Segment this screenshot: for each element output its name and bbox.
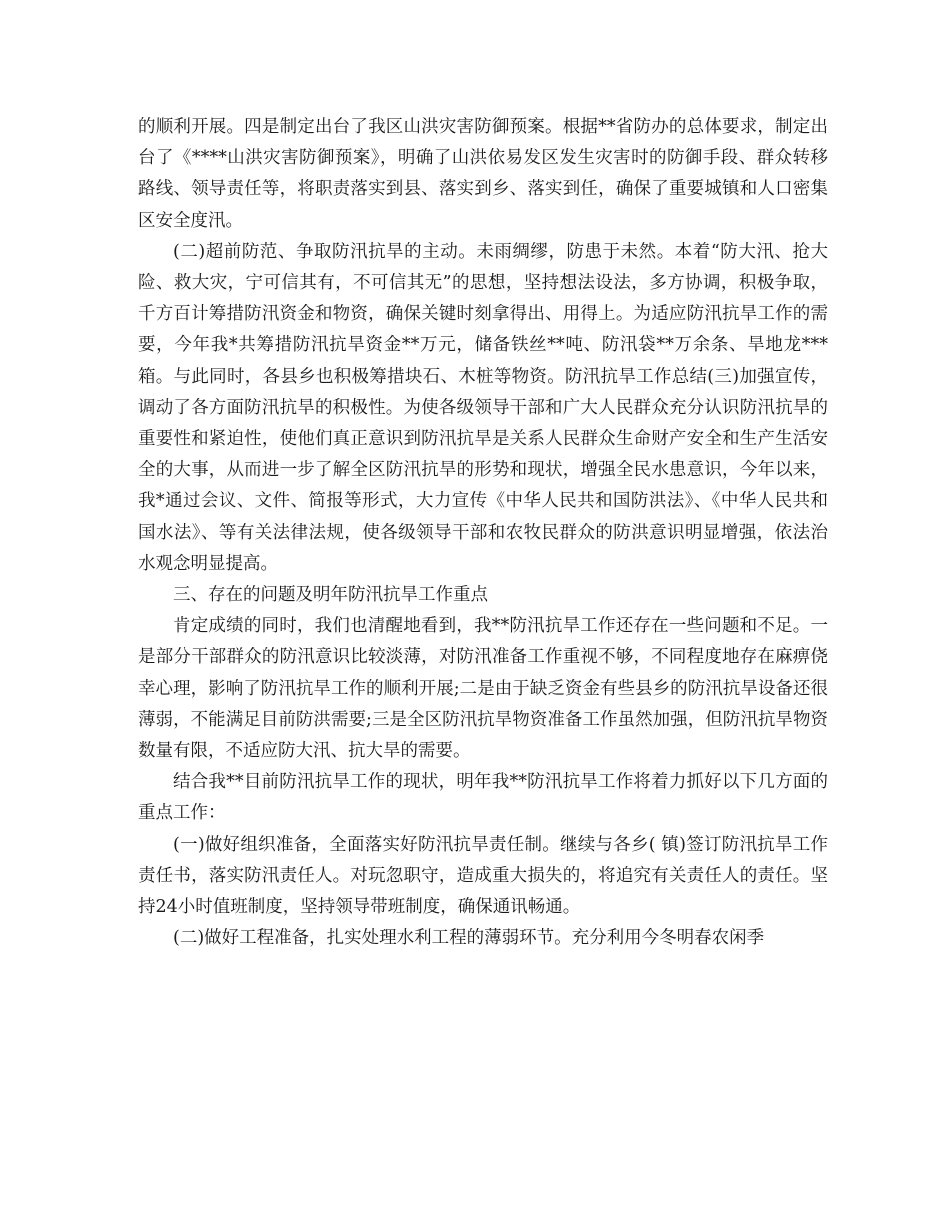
section-heading: 三、存在的问题及明年防汛抗旱工作重点 [173, 585, 488, 606]
paragraph-2: (二)超前防范、争取防汛抗旱的主动。未雨绸缪，防患于未然。本着“防大汛、抢大险、救大灾，宁可信其有，不可信其无”的思想，坚持想法设法，多方协调，积极争取，千方百计筹措防汛资金和物资，确保关键时刻拿得出、用得上。为适应防汛抗旱工作的需要，今年我*共筹措防汛抗旱资金**万元，储备铁丝**吨、防汛袋**万余条、旱地龙***箱。与此同时，各县乡也积极筹措块石、木桩等物资。防汛抗旱工作总结(三)加强宣传，调动了各方面防汛抗旱的积极性。为使各级领导干部和广大人民群众充分认识防汛抗旱的重要性和紧迫性，使他们真正意识到防汛抗旱是关系人民群众生命财产安全和生产生活安全的大事，从而进一步了解全区防汛抗旱的形势和现状，增强全民水患意识，今年以来，我*通过会议、文件、简报等形式，大力宣传《中华人民共和国防洪法》、《中华人民共和国水法》、等有关法律法规，使各级领导干部和农牧民群众的防洪意识明显增强，依法治水观念明显提高。 [138, 241, 828, 574]
paragraph-3: 肯定成绩的同时，我们也清醒地看到，我**防汛抗旱工作还存在一些问题和不足。一是部分干部群众的防汛意识比较淡薄，对防汛准备工作重视不够，不同程度地存在麻痹侥幸心理，影响了防汛抗旱工作的顺利开展;二是由于缺乏资金有些县乡的防汛抗旱设备还很薄弱，不能满足目前防洪需要;三是全区防汛抗旱物资准备工作虽然加强，但防汛抗旱物资数量有限，不适应防大汛、抗大旱的需要。 [138, 616, 828, 762]
paragraph-4: 结合我**目前防汛抗旱工作的现状，明年我**防汛抗旱工作将着力抓好以下几方面的重点工作： [138, 772, 828, 824]
document-body [138, 112, 828, 954]
paragraph-6: (二)做好工程准备，扎实处理水利工程的薄弱环节。充分利用今冬明春农闲季 [173, 928, 765, 949]
paragraph-5: (一)做好组织准备，全面落实好防汛抗旱责任制。继续与各乡( 镇)签订防汛抗旱工作责任书，落实防汛责任人。对玩忽职守，造成重大损失的，将追究有关责任人的责任。坚持24小时值班制度，坚持领导带班制度，确保通讯畅通。 [138, 834, 828, 918]
paragraph-1: 的顺利开展。四是制定出台了我区山洪灾害防御预案。根据**省防办的总体要求，制定出台了《****山洪灾害防御预案》，明确了山洪依易发区发生灾害时的防御手段、群众转移路线、领导责任等，将职责落实到县、落实到乡、落实到任，确保了重要城镇和人口密集区安全度汛。 [138, 117, 828, 231]
